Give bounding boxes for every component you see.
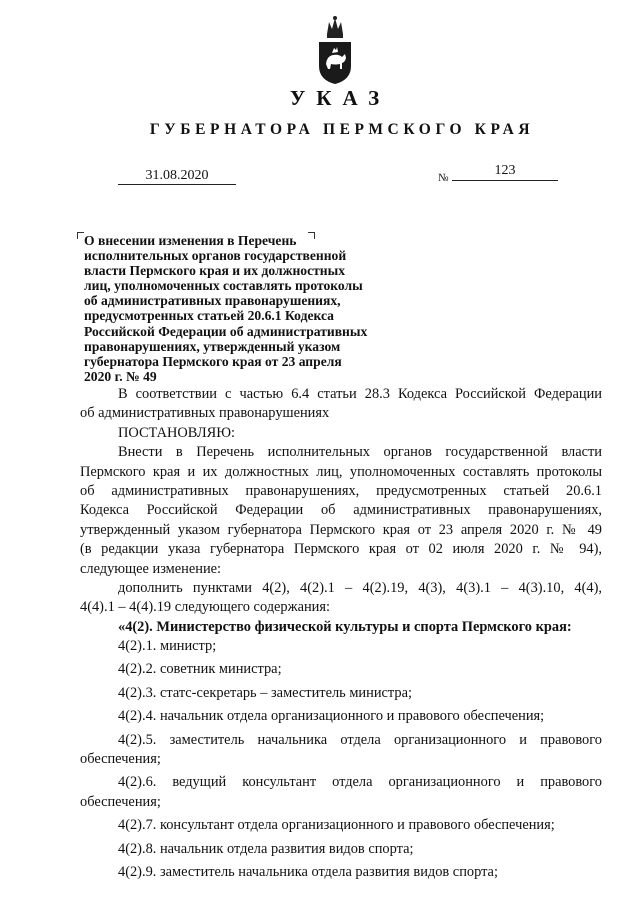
- clause-line: Внести в Перечень исполнительных органов государственной власти: [118, 444, 602, 461]
- decree-date: 31.08.2020: [118, 168, 236, 185]
- document-subtitle: ГУБЕРНАТОРА ПЕРМСКОГО КРАЯ: [149, 121, 535, 138]
- list-item: 4(2).8. начальник отдела развития видов спорта;: [118, 840, 414, 857]
- list-item: 4(2).6. ведущий консультант отдела организационного и правового: [118, 774, 602, 791]
- decree-subject: [84, 233, 414, 384]
- clause-line: Кодекса Российской Федерации об административных правонарушениях,: [80, 502, 602, 519]
- clause-line: 4(4).1 – 4(4).19 следующего содержания:: [80, 599, 330, 616]
- subject-line: Российской Федерации об административных: [84, 323, 368, 339]
- number-sign: №: [438, 172, 449, 184]
- list-item-continuation: обеспечения;: [80, 793, 161, 810]
- list-item: 4(2).2. советник министра;: [118, 661, 282, 678]
- subject-line: губернатора Пермского края от 23 апреля: [84, 353, 342, 369]
- clause-line: Пермского края и их должностных лиц, уполномоченных составлять протоколы: [80, 463, 602, 480]
- decree-number: 123: [452, 163, 558, 181]
- list-item: 4(2).3. статс-секретарь – заместитель министра;: [118, 684, 412, 701]
- section-heading: «4(2). Министерство физической культуры и спорта Пермского края:: [118, 618, 572, 635]
- subject-line: об административных правонарушениях,: [84, 293, 341, 309]
- clause-line: утвержденный указом губернатора Пермского края от 23 апреля 2020 г. № 49: [80, 521, 602, 538]
- subject-bracket-left: [77, 232, 84, 239]
- list-item: 4(2).1. министр;: [118, 638, 217, 655]
- clause-line: следующее изменение:: [80, 560, 222, 577]
- preamble-line: В соответствии с частью 6.4 статьи 28.3 Кодекса Российской Федерации: [118, 386, 602, 402]
- subject-line: О внесении изменения в Перечень: [84, 233, 297, 248]
- subject-line: 2020 г. № 49: [84, 368, 157, 384]
- list-item: 4(2).9. заместитель начальника отдела развития видов спорта;: [118, 863, 498, 880]
- decree-word: ПОСТАНОВЛЯЮ:: [118, 424, 236, 441]
- subject-line: лиц, уполномоченных составлять протоколы: [84, 278, 363, 294]
- list-item: 4(2).4. начальник отдела организационного и правового обеспечения;: [118, 708, 545, 725]
- clause-line: (в редакции указа губернатора Пермского края от 02 июля 2020 г. № 94),: [80, 541, 602, 558]
- list-item: 4(2).5. заместитель начальника отдела организационного и правового: [118, 731, 602, 748]
- list-item-continuation: обеспечения;: [80, 751, 161, 768]
- clause-line: дополнить пунктами 4(2), 4(2).1 – 4(2).19, 4(3), 4(3).1 – 4(3).10, 4(4),: [118, 579, 602, 596]
- subject-line: власти Пермского края и их должностных: [84, 263, 346, 279]
- subject-line: предусмотренных статьей 20.6.1 Кодекса: [84, 308, 334, 324]
- list-item: 4(2).7. консультант отдела организационного и правового обеспечения;: [118, 817, 555, 834]
- document-title: УКАЗ: [289, 86, 391, 110]
- subject-line: исполнительных органов государственной: [84, 248, 347, 264]
- subject-line: правонарушениях, утвержденный указом: [84, 338, 341, 354]
- preamble-line: об административных правонарушениях: [80, 405, 330, 422]
- clause-line: об административных правонарушениях, предусмотренных статьей 20.6.1: [80, 482, 602, 499]
- coat-of-arms-emblem: [315, 14, 355, 86]
- decree-body: [80, 385, 602, 882]
